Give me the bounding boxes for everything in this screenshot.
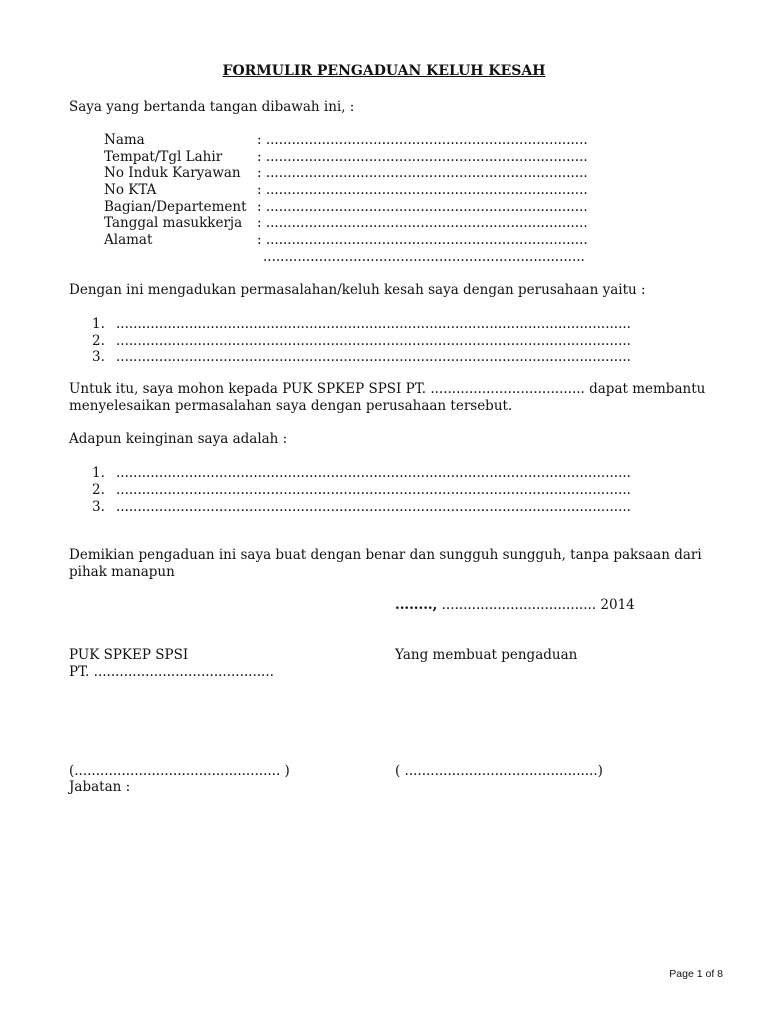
wish-intro: Adapun keinginan saya adalah : [69,431,288,447]
intro-text: Saya yang bertanda tangan dibawah ini, : [69,99,355,115]
field-value-bagian-departement: : ........................................................................... [257,199,588,215]
left-signature-name: (................................................ ) [69,763,290,779]
closing-text-line-1: Demikian pengaduan ini saya buat dengan benar dan sungguh sungguh, tanpa paksaan dari [69,547,702,563]
request-text-line-1: Untuk itu, saya mohon kepada PUK SPKEP SPSI PT. .................................... dapat membantu [69,381,706,397]
field-value-tempat-tgl-lahir: : ........................................................................... [257,149,588,165]
left-signatory-company: PT. .......................................... [69,664,274,680]
field-value-alamat: : ........................................................................... [257,232,588,248]
field-label-bagian-departement: Bagian/Departement [104,199,247,215]
closing-text-line-2: pihak manapun [69,564,175,580]
date-line [395,597,635,614]
list-item-number: 3. [92,349,105,365]
list-item-line: ........................................................................................................................ [116,465,631,481]
list-item-number: 1. [92,316,105,332]
right-signatory-title: Yang membuat pengaduan [395,647,578,663]
page-number: Page 1 of 8 [669,968,723,980]
date-place: ........, [395,597,438,613]
left-signatory-title: PUK SPKEP SPSI [69,647,189,663]
field-label-alamat: Alamat [104,232,153,248]
list-item-line: ........................................................................................................................ [116,499,631,515]
list-item-line: ........................................................................................................................ [116,349,631,365]
list-item-number: 2. [92,482,105,498]
list-item-line: ........................................................................................................................ [116,316,631,332]
field-value-tanggal-masuk-kerja: : ........................................................................... [257,215,588,231]
date-value: .................................... 2014 [441,597,635,613]
request-text-line-2: menyelesaikan permasalahan saya dengan perusahaan tersebut. [69,398,513,414]
right-signature-name: ( .............................................) [395,763,603,779]
form-title: FORMULIR PENGADUAN KELUH KESAH [222,63,546,79]
field-value-no-induk-karyawan: : ........................................................................... [257,165,588,181]
address-continuation-line: ........................................................................... [263,249,585,265]
complaint-intro: Dengan ini mengadukan permasalahan/keluh kesah saya dengan perusahaan yaitu : [69,282,646,298]
list-item-number: 1. [92,465,105,481]
list-item-number: 2. [92,333,105,349]
list-item-number: 3. [92,499,105,515]
list-item-line: ........................................................................................................................ [116,333,631,349]
list-item-line: ........................................................................................................................ [116,482,631,498]
field-value-no-kta: : ........................................................................... [257,182,588,198]
jabatan-label: Jabatan : [69,779,131,795]
field-label-no-kta: No KTA [104,182,157,198]
field-label-no-induk-karyawan: No Induk Karyawan [104,165,241,181]
field-label-tanggal-masuk-kerja: Tanggal masukkerja [104,215,243,231]
field-label-nama: Nama [104,132,145,148]
field-value-nama: : ........................................................................... [257,132,588,148]
field-label-tempat-tgl-lahir: Tempat/Tgl Lahir [104,149,223,165]
